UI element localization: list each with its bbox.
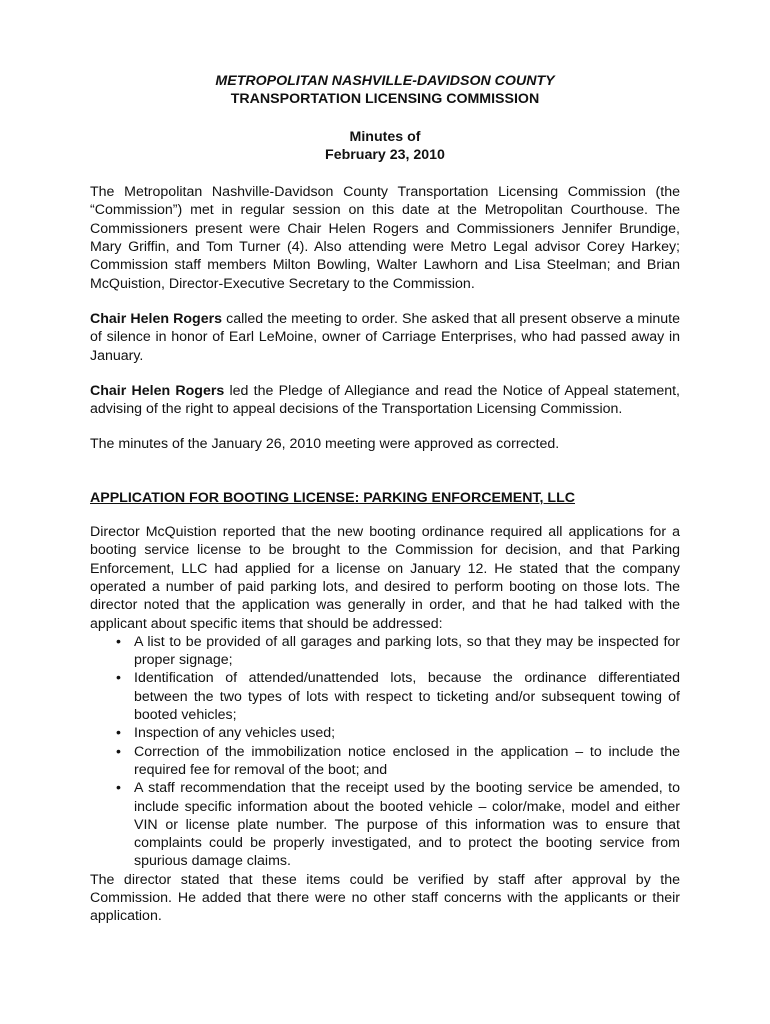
chair-name: Chair Helen Rogers: [90, 382, 225, 399]
meeting-date: February 23, 2010: [325, 146, 445, 163]
pledge-paragraph: [90, 382, 680, 419]
bullet-icon: •: [116, 633, 121, 650]
bullet-icon: •: [116, 725, 121, 742]
bullet-icon: •: [116, 780, 121, 797]
county-title: METROPOLITAN NASHVILLE-DAVIDSON COUNTY: [215, 73, 555, 89]
list-item: • Correction of the immobilization notice enclosed in the application – to include the required fee for removal of the boot; and: [116, 743, 680, 778]
document-body: [90, 72, 680, 926]
intro-paragraph: The Metropolitan Nashville-Davidson County Transportation Licensing Commission (the “Commission”) met in regular session on this date at the Metropolitan Courthouse. The Commissioners present were Chair Helen Rogers and Commissioners Jennifer Brundige, Mary Griffin, and Tom Turner (4). Also attending were Metro Legal advisor Corey Harkey; Commission staff members Milton Bowling, Walter Lawhorn and Lisa Steelman; and Brian McQuistion, Director-Executive Secretary to the Commission.: [90, 184, 680, 292]
minutes-of-label: Minutes of: [349, 128, 421, 145]
commission-title: TRANSPORTATION LICENSING COMMISSION: [230, 91, 540, 108]
items-list: [90, 633, 680, 871]
list-item: • A list to be provided of all garages and parking lots, so that they may be inspected for proper signage;: [116, 633, 680, 669]
closing-paragraph: The director stated that these items could be verified by staff after approval by the Commission. He added that there were no other staff concerns with the applicants or their application.: [90, 871, 680, 925]
bullet-icon: •: [116, 670, 121, 687]
list-item: • Inspection of any vehicles used;: [116, 725, 336, 742]
bullet-icon: •: [116, 743, 121, 760]
section-intro-paragraph: Director McQuistion reported that the new booting ordinance required all applications for a booting service license to be brought to the Commission for decision, and that Parking Enforcement, LLC had applied for a license on January 12. He stated that the company operated a number of paid parking lots, and desired to perform booting on those lots. The director noted that the application was generally in order, and that he had talked with the applicant about specific items that should be addressed:: [90, 524, 680, 632]
section-heading: APPLICATION FOR BOOTING LICENSE: PARKING ENFORCEMENT, LLC: [90, 489, 575, 506]
pledge-text: led the Pledge of Allegiance and read the Notice of Appeal statement, advising of the right to appeal decisions of the Transportation Licensing Commission.: [90, 382, 680, 418]
list-item: • A staff recommendation that the receipt used by the booting service be amended, to include specific information about the booted vehicle – color/make, model and either VIN or license plate number. The purpose of this information was to ensure that complaints could be properly investigated, and to protect the booting service from spurious damage claims.: [116, 780, 680, 870]
call-to-order-paragraph: [90, 310, 680, 365]
call-to-order-text: called the meeting to order. She asked that all present observe a minute of silence in honor of Earl LeMoine, owner of Carriage Enterprises, who had passed away in January.: [90, 310, 680, 364]
minutes-approval-paragraph: The minutes of the January 26, 2010 meeting were approved as corrected.: [90, 436, 560, 453]
list-item: • Identification of attended/unattended lots, because the ordinance differentiated between the two types of lots with respect to ticketing and/or subsequent towing of booted vehicles;: [116, 670, 680, 724]
chair-name: Chair Helen Rogers: [90, 310, 222, 327]
